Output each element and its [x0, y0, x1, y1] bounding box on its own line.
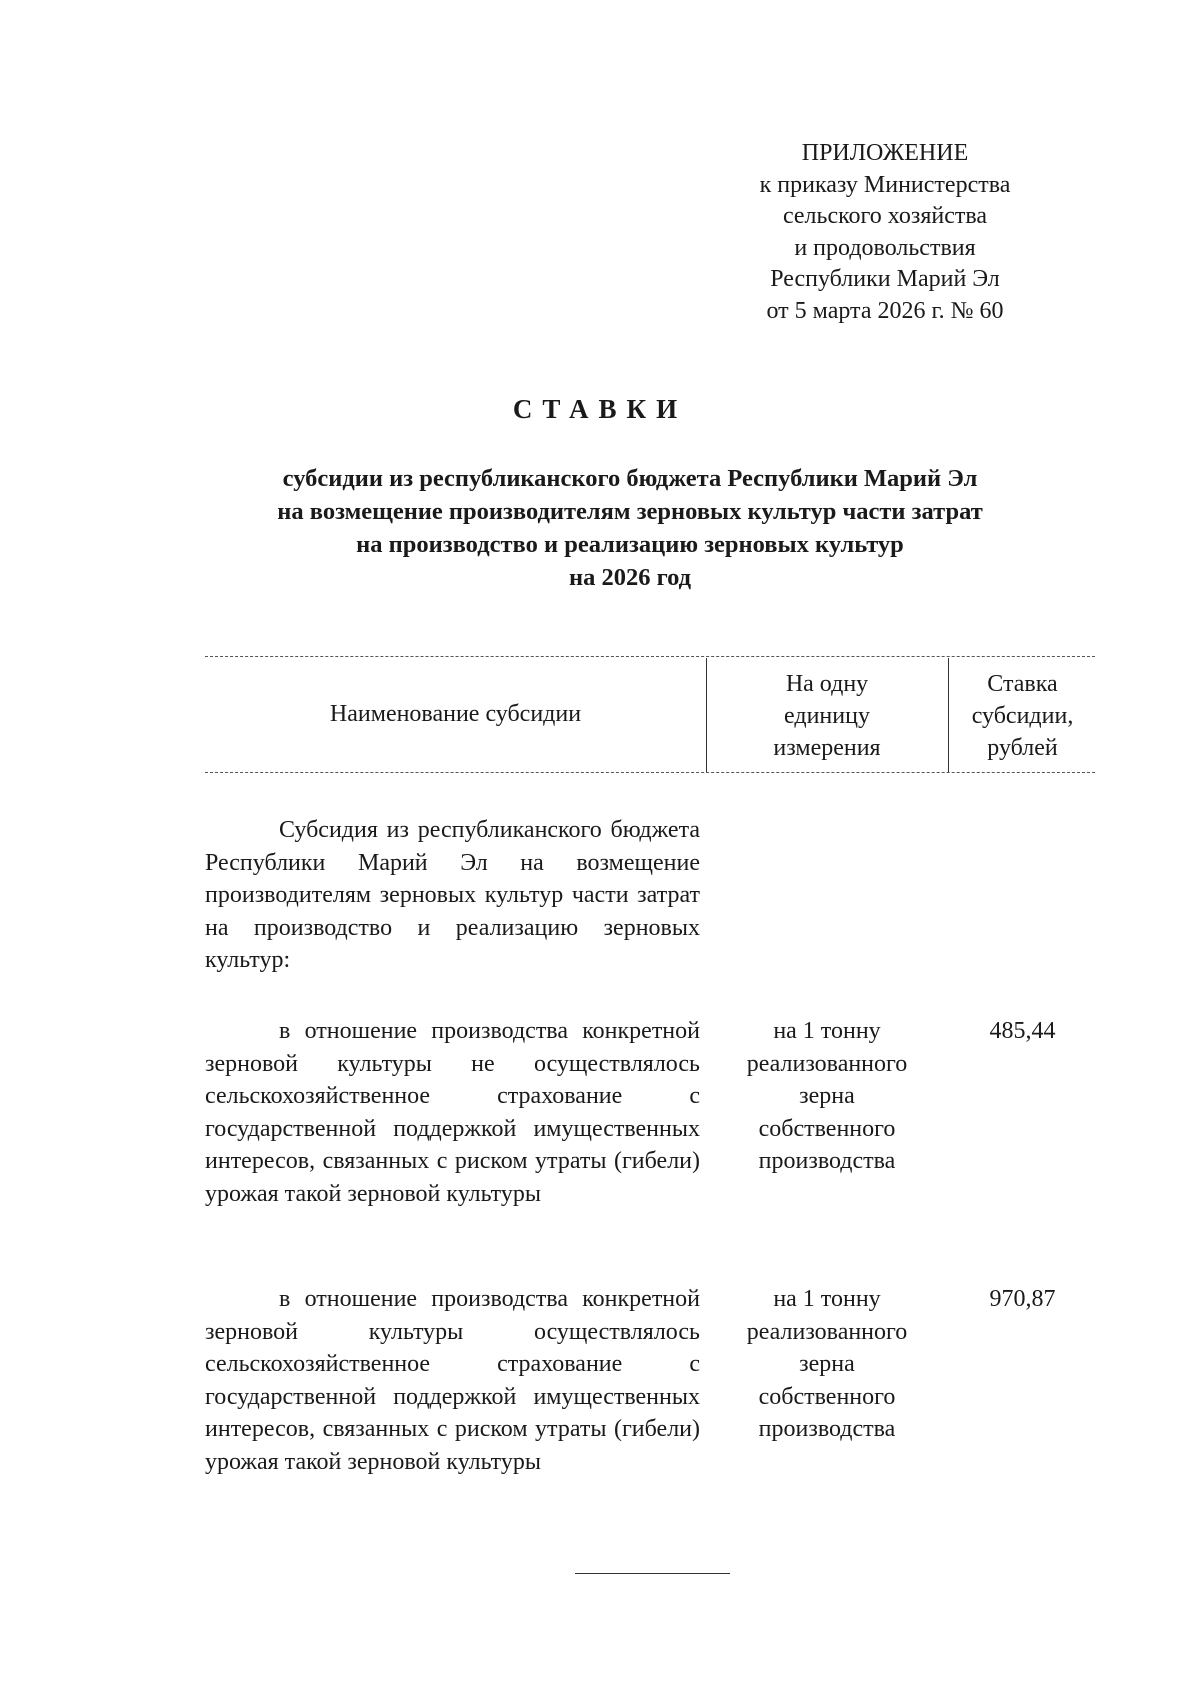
appendix-header: [700, 138, 1070, 327]
document-title: СТАВКИ: [512, 394, 688, 424]
subtitle-line: на возмещение производителям зерновых культур части затрат: [277, 498, 983, 525]
appendix-line: Республики Марий Эл: [770, 266, 1000, 292]
header-rate: Ставка субсидии, рублей: [971, 671, 1074, 761]
appendix-label: ПРИЛОЖЕНИЕ: [801, 140, 969, 166]
end-rule: [565, 1573, 730, 1574]
subtitle-line: субсидии из республиканского бюджета Республики Марий Эл: [282, 465, 978, 492]
appendix-line: сельского хозяйства: [782, 203, 988, 229]
table-header: [205, 656, 1095, 773]
unit-cell: на 1 тонну реализованного зерна собственного производства: [746, 1018, 908, 1174]
table-header-rule: [205, 772, 1095, 773]
appendix-line: и продовольствия: [794, 234, 976, 261]
appendix-line: к приказу Министерства: [759, 171, 1011, 198]
header-unit: На одну единицу измерения: [773, 671, 881, 761]
subtitle-year: на 2026 год: [568, 564, 692, 591]
subsidy-name-cell: в отношение производства конкретной зерновой культуры осуществлялось сельскохозяйственное страхование с государственной поддержкой имущественных интересов, связанных с риском утраты (гибели) урожая такой зерновой культуры: [205, 1286, 700, 1475]
column-divider: [706, 658, 707, 772]
subsidy-name-cell: в отношение производства конкретной зерновой культуры не осуществлялось сельскохозяйственное страхование с государственной поддержкой имущественных интересов, связанных с риском утраты (гибели) урожая такой зерновой культуры: [205, 1018, 700, 1207]
rate-cell: 485,44: [989, 1018, 1056, 1044]
column-divider: [948, 658, 949, 772]
appendix-date-number: от 5 марта 2026 г. № 60: [766, 297, 1004, 324]
unit-cell: на 1 тонну реализованного зерна собственного производства: [746, 1286, 908, 1442]
header-subsidy-name: Наименование субсидии: [329, 701, 582, 727]
rate-cell: 970,87: [989, 1286, 1056, 1312]
document-subtitle: [200, 462, 1060, 594]
subsidy-name-cell: Субсидия из республиканского бюджета Республики Марий Эл на возмещение производителям зерновых культур части затрат на производство и реализацию зерновых культур:: [205, 817, 700, 973]
subtitle-line: на производство и реализацию зерновых культур: [356, 531, 904, 558]
